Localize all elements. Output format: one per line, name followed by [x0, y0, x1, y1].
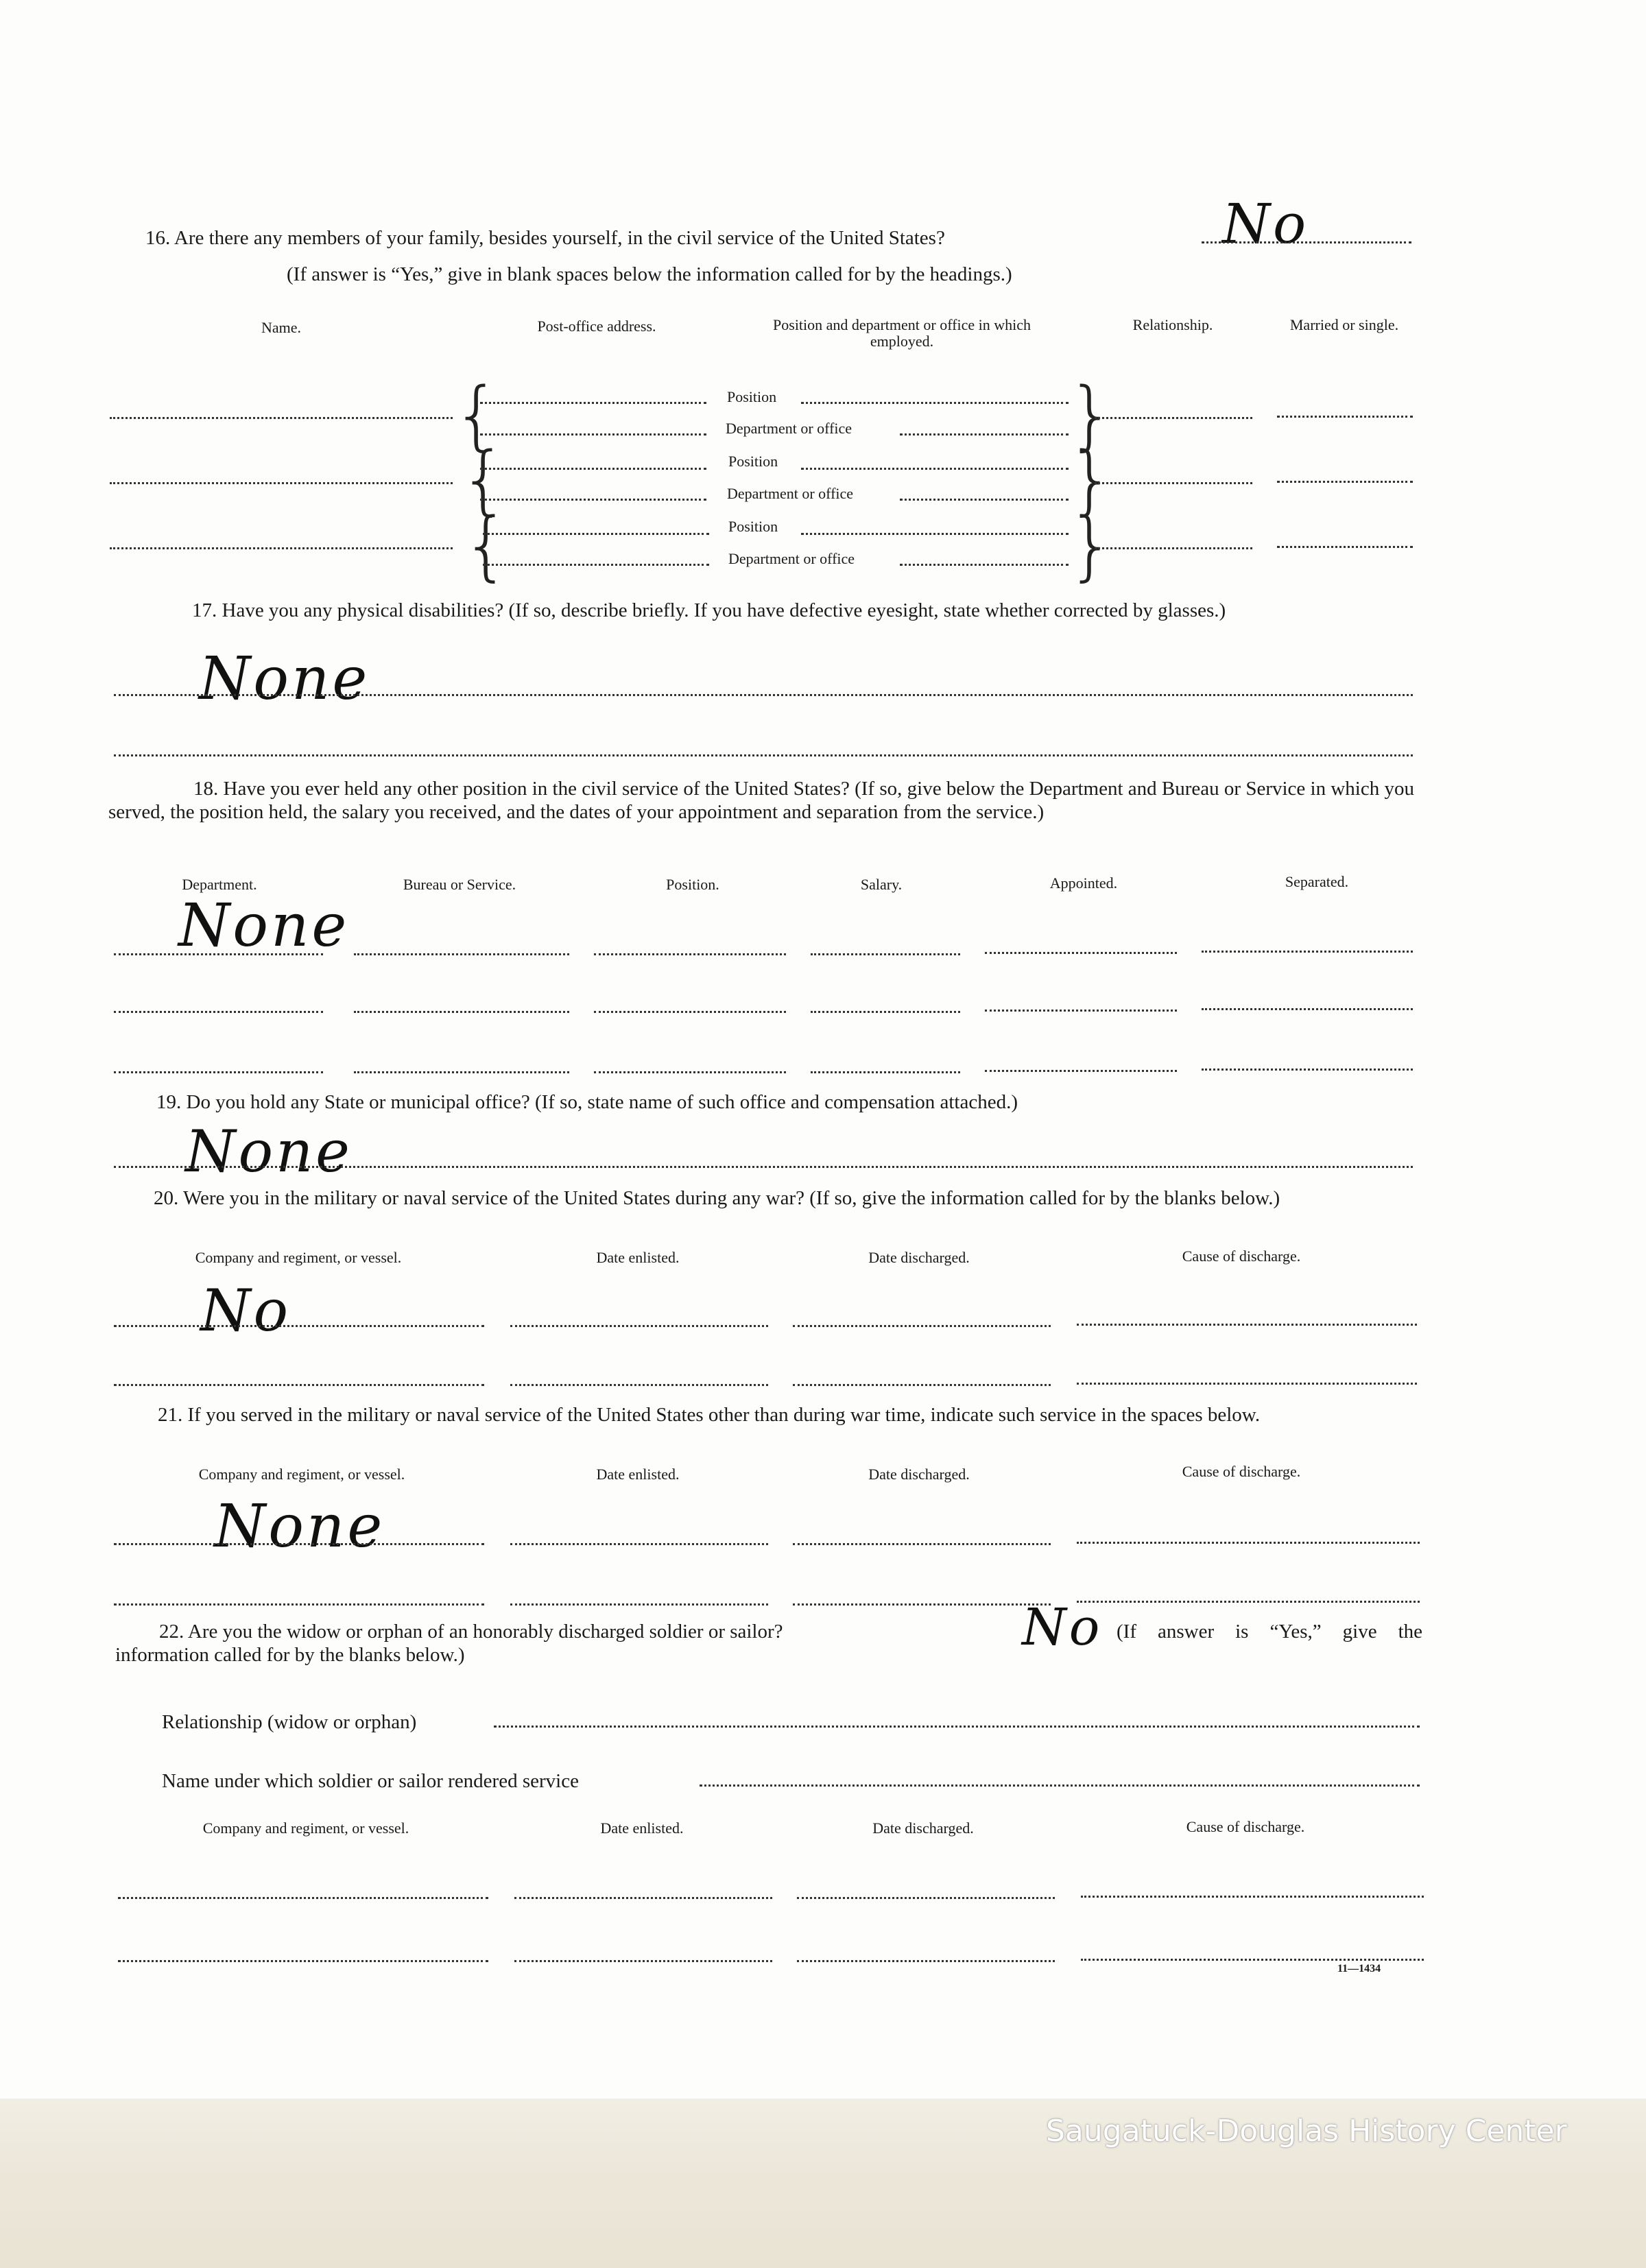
q18-r1-c4	[811, 953, 960, 955]
q16-header-married: Married or single.	[1289, 316, 1399, 333]
q22-header-enlisted: Date enlisted.	[600, 1819, 684, 1837]
q20-header-cause: Cause of discharge.	[1182, 1248, 1301, 1265]
q20-r1-c3	[793, 1325, 1051, 1327]
q21-header-enlisted: Date enlisted.	[596, 1466, 680, 1483]
q22-relationship-label: Relationship (widow or orphan)	[162, 1711, 417, 1733]
q18-r3-c5	[985, 1070, 1177, 1072]
q22-answer: No	[1022, 1598, 1103, 1657]
q16-row1-name	[110, 417, 453, 419]
q16-row1-relationship	[1095, 417, 1252, 419]
q18-r1-c1	[114, 953, 323, 955]
q22-header-cause: Cause of discharge.	[1186, 1818, 1305, 1835]
q18-header-position: Position.	[666, 876, 719, 893]
q19-question: 19. Do you hold any State or municipal office? (If so, state name of such office and compensation attached.)	[156, 1091, 1018, 1113]
q16-row1-department-label: Department or office	[726, 420, 852, 437]
q21-answer: None	[214, 1492, 385, 1561]
q21-r1-c4	[1077, 1542, 1420, 1544]
q16-row3-married	[1277, 546, 1413, 548]
q21-question: 21. If you served in the military or naval service of the United States other than during war time, indicate such service in the spaces below.	[158, 1404, 1261, 1426]
q18-r2-c3	[594, 1011, 786, 1013]
q16-row3-relationship	[1095, 547, 1252, 549]
q20-header-discharged: Date discharged.	[868, 1249, 970, 1266]
q18-r1-c3	[594, 953, 786, 955]
q16-row2-address-b	[480, 499, 706, 501]
q16-row2-position-line	[801, 468, 1069, 470]
q16-row3-address-a	[483, 533, 709, 535]
q16-row2-relationship	[1095, 482, 1252, 484]
q22-header-company: Company and regiment, or vessel.	[202, 1819, 409, 1837]
q16-row2-position-label: Position	[728, 453, 778, 470]
q18-r3-c4	[811, 1071, 960, 1073]
q16-row2-married	[1277, 481, 1413, 483]
q17-question: 17. Have you any physical disabilities? (If so, describe briefly. If you have defective eyesight, state whether corrected by glasses.)	[192, 599, 1226, 621]
q21-r2-c2	[510, 1603, 768, 1605]
archive-watermark: Saugatuck-Douglas History Center	[1046, 2114, 1567, 2149]
q18-r3-c2	[354, 1071, 569, 1073]
q16-answer: No	[1222, 192, 1309, 256]
q16-row2-name	[110, 482, 453, 484]
q22-r1-c1	[118, 1897, 488, 1899]
q22-r2-c4	[1081, 1959, 1424, 1961]
q16-row1-married	[1277, 416, 1413, 418]
q18-r3-c1	[114, 1071, 323, 1073]
q16-row1-position-label: Position	[727, 388, 777, 405]
q21-header-company: Company and regiment, or vessel.	[198, 1466, 405, 1483]
q16-row3-brace-left: {	[462, 501, 510, 589]
q22-r2-c3	[797, 1960, 1055, 1962]
q18-answer: None	[178, 892, 350, 960]
q17-answer: None	[199, 645, 370, 713]
q16-row3-position-line	[801, 533, 1069, 535]
q22-r1-c4	[1081, 1896, 1424, 1898]
q18-r3-c3	[594, 1071, 786, 1073]
q22-r2-c1	[118, 1960, 488, 1962]
q22-header-discharged: Date discharged.	[872, 1819, 974, 1837]
q16-header-name: Name.	[261, 319, 302, 336]
q18-header-separated: Separated.	[1285, 873, 1349, 890]
q16-header-position: Position and department or office in which employed.	[773, 316, 1031, 350]
q16-row1-position-line	[801, 402, 1069, 404]
q18-r1-c5	[985, 952, 1177, 954]
q20-answer: No	[200, 1277, 291, 1344]
q18-r2-c1	[114, 1011, 323, 1013]
q18-r1-c6	[1202, 951, 1413, 953]
q18-r2-c5	[985, 1010, 1177, 1012]
q18-r1-c2	[354, 953, 569, 955]
q16-row3-address-b	[483, 564, 709, 566]
q22-r2-c2	[514, 1960, 772, 1962]
q16-row3-department-line	[900, 564, 1069, 566]
q16-row1-department-line	[900, 433, 1069, 435]
form-number: 11—1434	[1337, 1963, 1381, 1974]
q21-r1-c3	[793, 1543, 1051, 1545]
q22-question-part1: 22. Are you the widow or orphan of an honorably discharged soldier or sailor?	[159, 1621, 783, 1643]
q22-name-line	[700, 1784, 1420, 1787]
q16-row3-department-label: Department or office	[728, 550, 855, 567]
q22-r1-c2	[514, 1897, 772, 1899]
q21-r2-c4	[1077, 1601, 1420, 1603]
q22-relationship-line	[494, 1726, 1420, 1728]
q20-header-enlisted: Date enlisted.	[596, 1249, 680, 1266]
q19-line	[114, 1166, 1413, 1168]
q16-row2-department-line	[900, 499, 1069, 501]
q16-row1-brace-left: {	[453, 371, 501, 459]
q20-header-company: Company and regiment, or vessel.	[195, 1249, 402, 1266]
q20-r1-c4	[1077, 1324, 1417, 1326]
q20-r2-c4	[1077, 1383, 1417, 1385]
q16-row2-brace-right: }	[1067, 435, 1115, 523]
q22-question-part2: (If answer is “Yes,” give the information called for by the blanks below.)	[115, 1621, 1422, 1666]
q16-row3-brace-right: }	[1067, 501, 1115, 589]
q16-row2-address-a	[480, 468, 706, 470]
q20-r1-c1	[114, 1325, 484, 1327]
q18-header-department: Department.	[182, 876, 257, 893]
q18-header-salary: Salary.	[860, 876, 903, 893]
q21-r1-c1	[114, 1543, 484, 1545]
q16-row1-brace-right: }	[1067, 371, 1115, 459]
q16-instruction: (If answer is “Yes,” give in blank spaces below the information called for by the headings.)	[287, 263, 1012, 285]
q16-row1-address-b	[480, 433, 706, 435]
q20-question: 20. Were you in the military or naval service of the United States during any war? (If so, give the information called for by the blanks below.)	[154, 1187, 1280, 1209]
q16-answer-line	[1202, 241, 1411, 243]
q21-r2-c1	[114, 1603, 484, 1605]
q17-line-1	[114, 694, 1413, 696]
q17-line-2	[114, 754, 1413, 756]
q20-r2-c3	[793, 1384, 1051, 1386]
q20-r2-c2	[510, 1384, 768, 1386]
q21-r1-c2	[510, 1543, 768, 1545]
q21-header-discharged: Date discharged.	[868, 1466, 970, 1483]
q16-row2-brace-left: {	[460, 435, 508, 523]
q20-r1-c2	[510, 1325, 768, 1327]
q22-r1-c3	[797, 1897, 1055, 1899]
q21-header-cause: Cause of discharge.	[1182, 1463, 1301, 1480]
q16-question: 16. Are there any members of your family, besides yourself, in the civil service of the United States?	[145, 227, 945, 249]
q16-row3-name	[110, 547, 453, 549]
q18-r3-c6	[1202, 1069, 1413, 1071]
q16-row3-position-label: Position	[728, 518, 778, 535]
q18-header-appointed: Appointed.	[1049, 874, 1118, 892]
q20-r2-c1	[114, 1384, 484, 1386]
q16-header-relationship: Relationship.	[1132, 316, 1213, 333]
q21-r2-c3	[793, 1603, 1051, 1605]
q18-r2-c4	[811, 1011, 960, 1013]
q16-row2-department-label: Department or office	[727, 485, 854, 502]
q18-header-bureau: Bureau or Service.	[403, 876, 516, 893]
q16-row1-address-a	[480, 402, 706, 404]
q18-question: 18. Have you ever held any other position in the civil service of the United States? (If so, give below the Department and Bureau or Service in which you served, the position held, the salary you received, and the dates of your appointment and separation from the service.)	[108, 778, 1414, 823]
q18-r2-c6	[1202, 1008, 1413, 1010]
q18-r2-c2	[354, 1011, 569, 1013]
q16-header-address: Post-office address.	[537, 318, 656, 335]
q19-answer: None	[185, 1118, 353, 1185]
q22-name-label: Name under which soldier or sailor rendered service	[162, 1770, 579, 1792]
